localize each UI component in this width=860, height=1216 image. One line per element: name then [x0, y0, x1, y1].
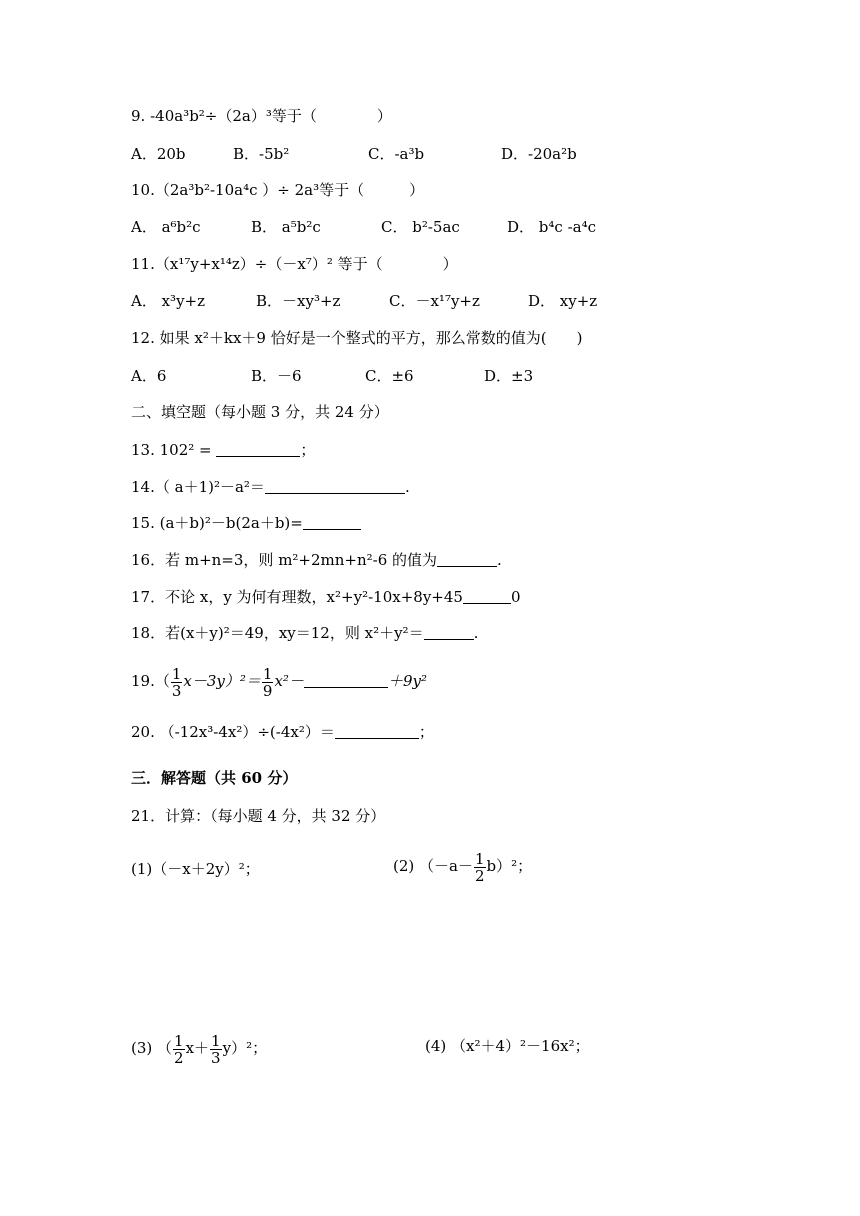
question-19: 19.（ $\frac{1}{3}$ x－3y）²＝ $\frac{1}{9}$ x²－ ＋9y²	[131, 664, 427, 700]
question-21-part-3: (3) （ $\frac{1}{2}$ x＋ $\frac{1}{3}$ y）²；	[131, 1031, 268, 1067]
question-21-part-1: (1)（－x＋2y）²；	[131, 860, 260, 878]
question-21-part-2: (2) （－a－ $\frac{1}{2}$ b）²；	[393, 849, 533, 885]
answer-blank[interactable]	[216, 440, 300, 457]
answer-blank[interactable]	[424, 623, 474, 640]
question-10: 10.（2a³b²-10a⁴c ）÷ 2a³等于（ ）	[131, 181, 425, 199]
question-11: 11.（x¹⁷y+x¹⁴z）÷（－x⁷）² 等于（ ）	[131, 255, 458, 273]
q9-option-b: B．-5b²	[233, 145, 290, 163]
q9-option-a: A．20b	[131, 145, 186, 163]
q11-option-a: A． x³y+z	[131, 292, 206, 310]
fraction: $\frac{1}{3}$	[211, 1031, 221, 1067]
answer-blank[interactable]	[303, 513, 361, 530]
q9-option-d: D．-20a²b	[501, 145, 577, 163]
q12-option-c: C．±6	[365, 367, 414, 385]
q12-option-d: D．±3	[484, 367, 534, 385]
fraction: $\frac{1}{3}$	[171, 664, 182, 700]
question-21-part-4: (4) （x²＋4）²－16x²；	[425, 1037, 590, 1055]
question-18: 18．若(x＋y)²＝49，xy＝12，则 x²＋y²＝ .	[131, 624, 479, 642]
question-14: 14.（ a＋1)²－a²＝ .	[131, 478, 410, 496]
q11-option-d: D． xy+z	[528, 292, 598, 310]
question-17: 17．不论 x，y 为何有理数，x²+y²-10x+8y+45 0	[131, 588, 521, 606]
answer-blank[interactable]	[265, 477, 405, 494]
fraction: $\frac{1}{2}$	[174, 1031, 184, 1067]
q10-option-a: A． a⁶b²c	[131, 218, 201, 236]
question-9: 9. -40a³b²÷（2a）³等于（ ）	[131, 107, 392, 125]
fraction: $\frac{1}{9}$	[262, 664, 273, 700]
q9-option-c: C．-a³b	[368, 145, 425, 163]
q12-option-b: B．－6	[251, 367, 302, 385]
q10-option-c: C． b²-5ac	[381, 218, 460, 236]
answer-blank[interactable]	[335, 722, 419, 739]
question-13: 13. 102² = ；	[131, 441, 316, 459]
q10-option-d: D． b⁴c -a⁴c	[507, 218, 597, 236]
answer-blank[interactable]	[304, 671, 388, 688]
fraction: $\frac{1}{2}$	[474, 849, 485, 885]
question-12: 12. 如果 x²＋kx＋9 恰好是一个整式的平方，那么常数的值为( )	[131, 329, 583, 347]
section-2-heading: 二、填空题（每小题 3 分，共 24 分）	[131, 403, 389, 421]
q10-option-b: B． a⁵b²c	[251, 218, 321, 236]
question-21-title: 21．计算：（每小题 4 分，共 32 分）	[131, 807, 386, 825]
answer-blank[interactable]	[463, 587, 511, 604]
question-16: 16．若 m+n=3，则 m²+2mn+n²-6 的值为 .	[131, 551, 502, 569]
question-20: 20. （-12x³-4x²）÷(-4x²）＝ ；	[131, 723, 434, 741]
q12-option-a: A．6	[131, 367, 167, 385]
q11-option-c: C．－x¹⁷y+z	[389, 292, 480, 310]
question-15: 15. (a＋b)²－b(2a＋b)=	[131, 513, 361, 533]
q11-option-b: B．－xy³+z	[256, 292, 341, 310]
answer-blank[interactable]	[437, 550, 497, 567]
section-3-heading: 三．解答题（共 60 分）	[131, 769, 298, 787]
